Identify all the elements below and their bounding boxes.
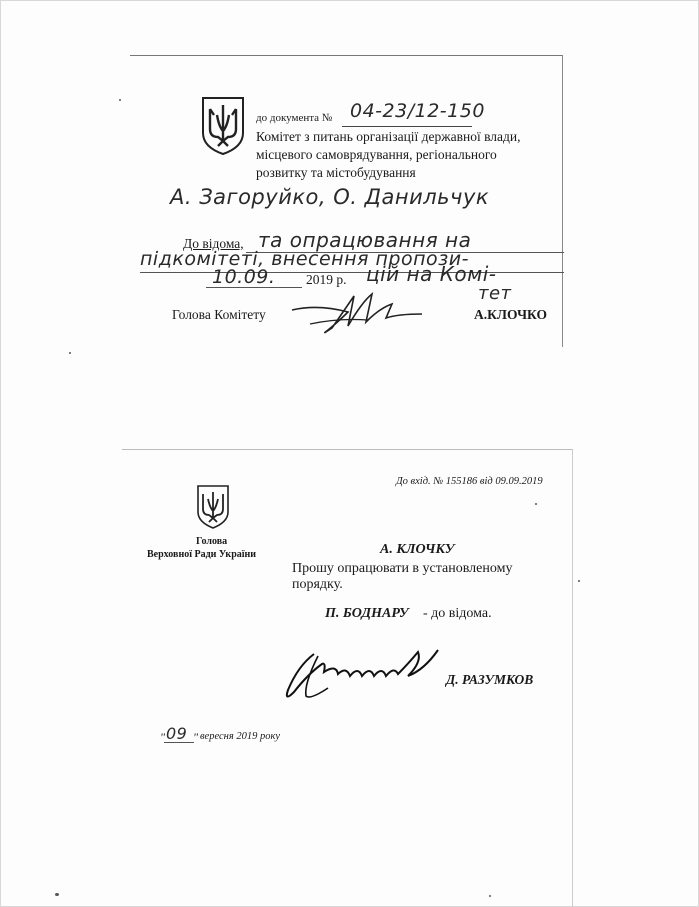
letter-top-edge [122,449,572,450]
instruction-line-1: Прошу опрацювати в установленому [292,561,513,576]
ack-underline-2 [140,272,564,273]
position-line-1: Голова [196,536,228,547]
handwritten-line-3: цій на Комі- [366,262,497,286]
scan-speck [69,352,71,354]
committee-line-1: Комітет з питань організації державної влади, [256,129,521,144]
doc-prefix: до документа № [256,112,333,124]
addressees-handwritten: А. Загоруйко, О. Данильчук [170,185,490,209]
handwritten-line-4: тет [478,283,512,304]
year-text: 2019 р. [306,272,347,287]
slip-top-edge [130,55,562,56]
chair-name: А.КЛОЧКО [474,307,547,322]
speaker-signature-icon [278,644,448,706]
doc-number-underline [342,126,472,127]
instruction-line-2: порядку. [292,577,343,592]
letter-right-edge [572,449,573,907]
committee-line-3: розвитку та містобудування [256,165,416,180]
date-close-quote: " [193,730,199,744]
date-day: 09 [166,724,188,743]
doc-number-handwritten: 04-23/12-150 [350,100,485,122]
ack-label: До відома, [183,236,244,251]
scan-speck [535,503,537,505]
scan-speck [55,893,59,896]
incoming-ref: До вхід. № 155186 від 09.09.2019 [396,476,543,487]
ukraine-trident-emblem-icon [200,95,246,157]
scan-speck [578,580,580,582]
handwritten-line-1: та опрацювання на [258,228,472,252]
date-day-underline [164,742,194,743]
chair-signature-icon [288,288,428,338]
handwritten-line-2: підкомітеті, внесення пропози- [140,248,469,270]
chair-label: Голова Комітету [172,307,266,322]
date-rest: вересня 2019 року [200,731,281,742]
date-open-quote: " [160,730,166,744]
slip-right-edge [562,55,563,347]
signer: Д. РАЗУМКОВ [446,672,534,687]
date-handwritten: 10.09. [212,266,276,288]
ukraine-trident-emblem-icon [196,484,230,530]
copy-to-name: П. БОДНАРУ [325,606,409,621]
scan-speck [119,99,121,101]
copy-to-suffix: - до відома. [423,606,492,621]
position-line-2: Верховної Ради України [147,549,257,560]
scan-speck [489,895,491,897]
addressee: А. КЛОЧКУ [380,542,455,557]
committee-line-2: місцевого самоврядування, регіонального [256,147,497,162]
